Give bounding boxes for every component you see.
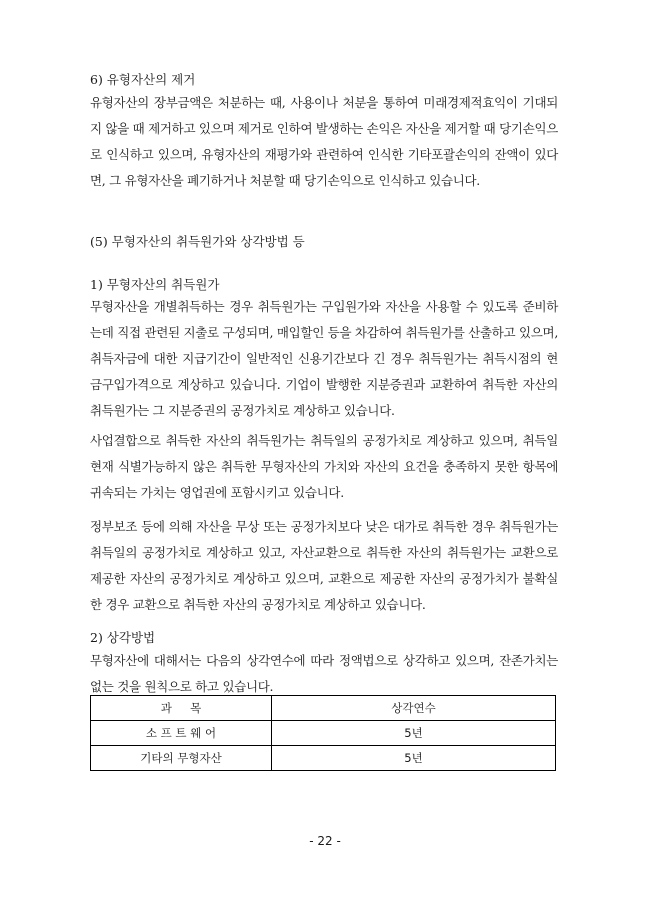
table-cell: 5년	[272, 746, 556, 771]
table-header-cell: 과 목	[91, 696, 272, 721]
table-cell: 5년	[272, 721, 556, 746]
table-row	[91, 721, 556, 746]
paragraph-acquisition-cost-3: 정부보조 등에 의해 자산을 무상 또는 공정가치보다 낮은 대가로 취득한 경우 취득원가는 취득일의 공정가치로 계상하고 있고, 자산교환으로 취득한 자산의 취득원가는 교환으로 제공한 자산의 공정가치로 계상하고 있으며, 교환으로 제공한 자산의 공정가치가 불확실한 경우 교환으로 취득한 자산의 공정가치로 계상하고 있습니다.	[90, 519, 558, 612]
paragraph-acquisition-cost-2: 사업결합으로 취득한 자산의 취득원가는 취득일의 공정가치로 계상하고 있으며, 취득일 현재 식별가능하지 않은 취득한 무형자산의 가치와 자산의 요건을 충족하지 못한 항목에 귀속되는 가치는 영업권에 포함시키고 있습니다.	[90, 433, 558, 500]
amortization-table	[90, 695, 556, 771]
page-number: - 22 -	[309, 834, 341, 848]
paragraph-asset-removal: 유형자산의 장부금액은 처분하는 때, 사용이나 처분을 통하여 미래경제적효익이 기대되지 않을 때 제거하고 있으며 제거로 인하여 발생하는 손익은 자산을 제거할 때 당기손익으로 인식하고 있으며, 유형자산의 재평가와 관련하여 인식한 기타포괄손익의 잔액이 있다면, 그 유형자산을 폐기하거나 처분할 때 당기손익으로 인식하고 있습니다.	[90, 95, 558, 188]
table-row	[91, 746, 556, 771]
section-heading-acquisition-cost: 1) 무형자산의 취득원가	[90, 277, 220, 292]
section-heading-amortization: 2) 상각방법	[90, 630, 156, 645]
table-header-cell: 상각연수	[272, 696, 556, 721]
paragraph-amortization: 무형자산에 대해서는 다음의 상각연수에 따라 정액법으로 상각하고 있으며, 잔존가치는 없는 것을 원칙으로 하고 있습니다.	[90, 653, 558, 694]
section-heading-intangible-assets: (5) 무형자산의 취득원가와 상각방법 등	[90, 234, 305, 249]
paragraph-acquisition-cost-1: 무형자산을 개별취득하는 경우 취득원가는 구입원가와 자산을 사용할 수 있도록 준비하는데 직접 관련된 지출로 구성되며, 매입할인 등을 차감하여 취득원가를 산출하고 있으며, 취득자금에 대한 지급기간이 일반적인 신용기간보다 긴 경우 취득원가는 취득시점의 현금구입가격으로 계상하고 있습니다. 기업이 발행한 지분증권과 교환하여 취득한 자산의 취득원가는 그 지분증권의 공정가치로 계상하고 있습니다.	[90, 299, 558, 418]
section-heading-asset-removal: 6) 유형자산의 제거	[90, 72, 196, 87]
table-cell: 기타의 무형자산	[91, 746, 272, 771]
table-header-row	[91, 696, 556, 721]
table-cell: 소 프 트 웨 어	[91, 721, 272, 746]
